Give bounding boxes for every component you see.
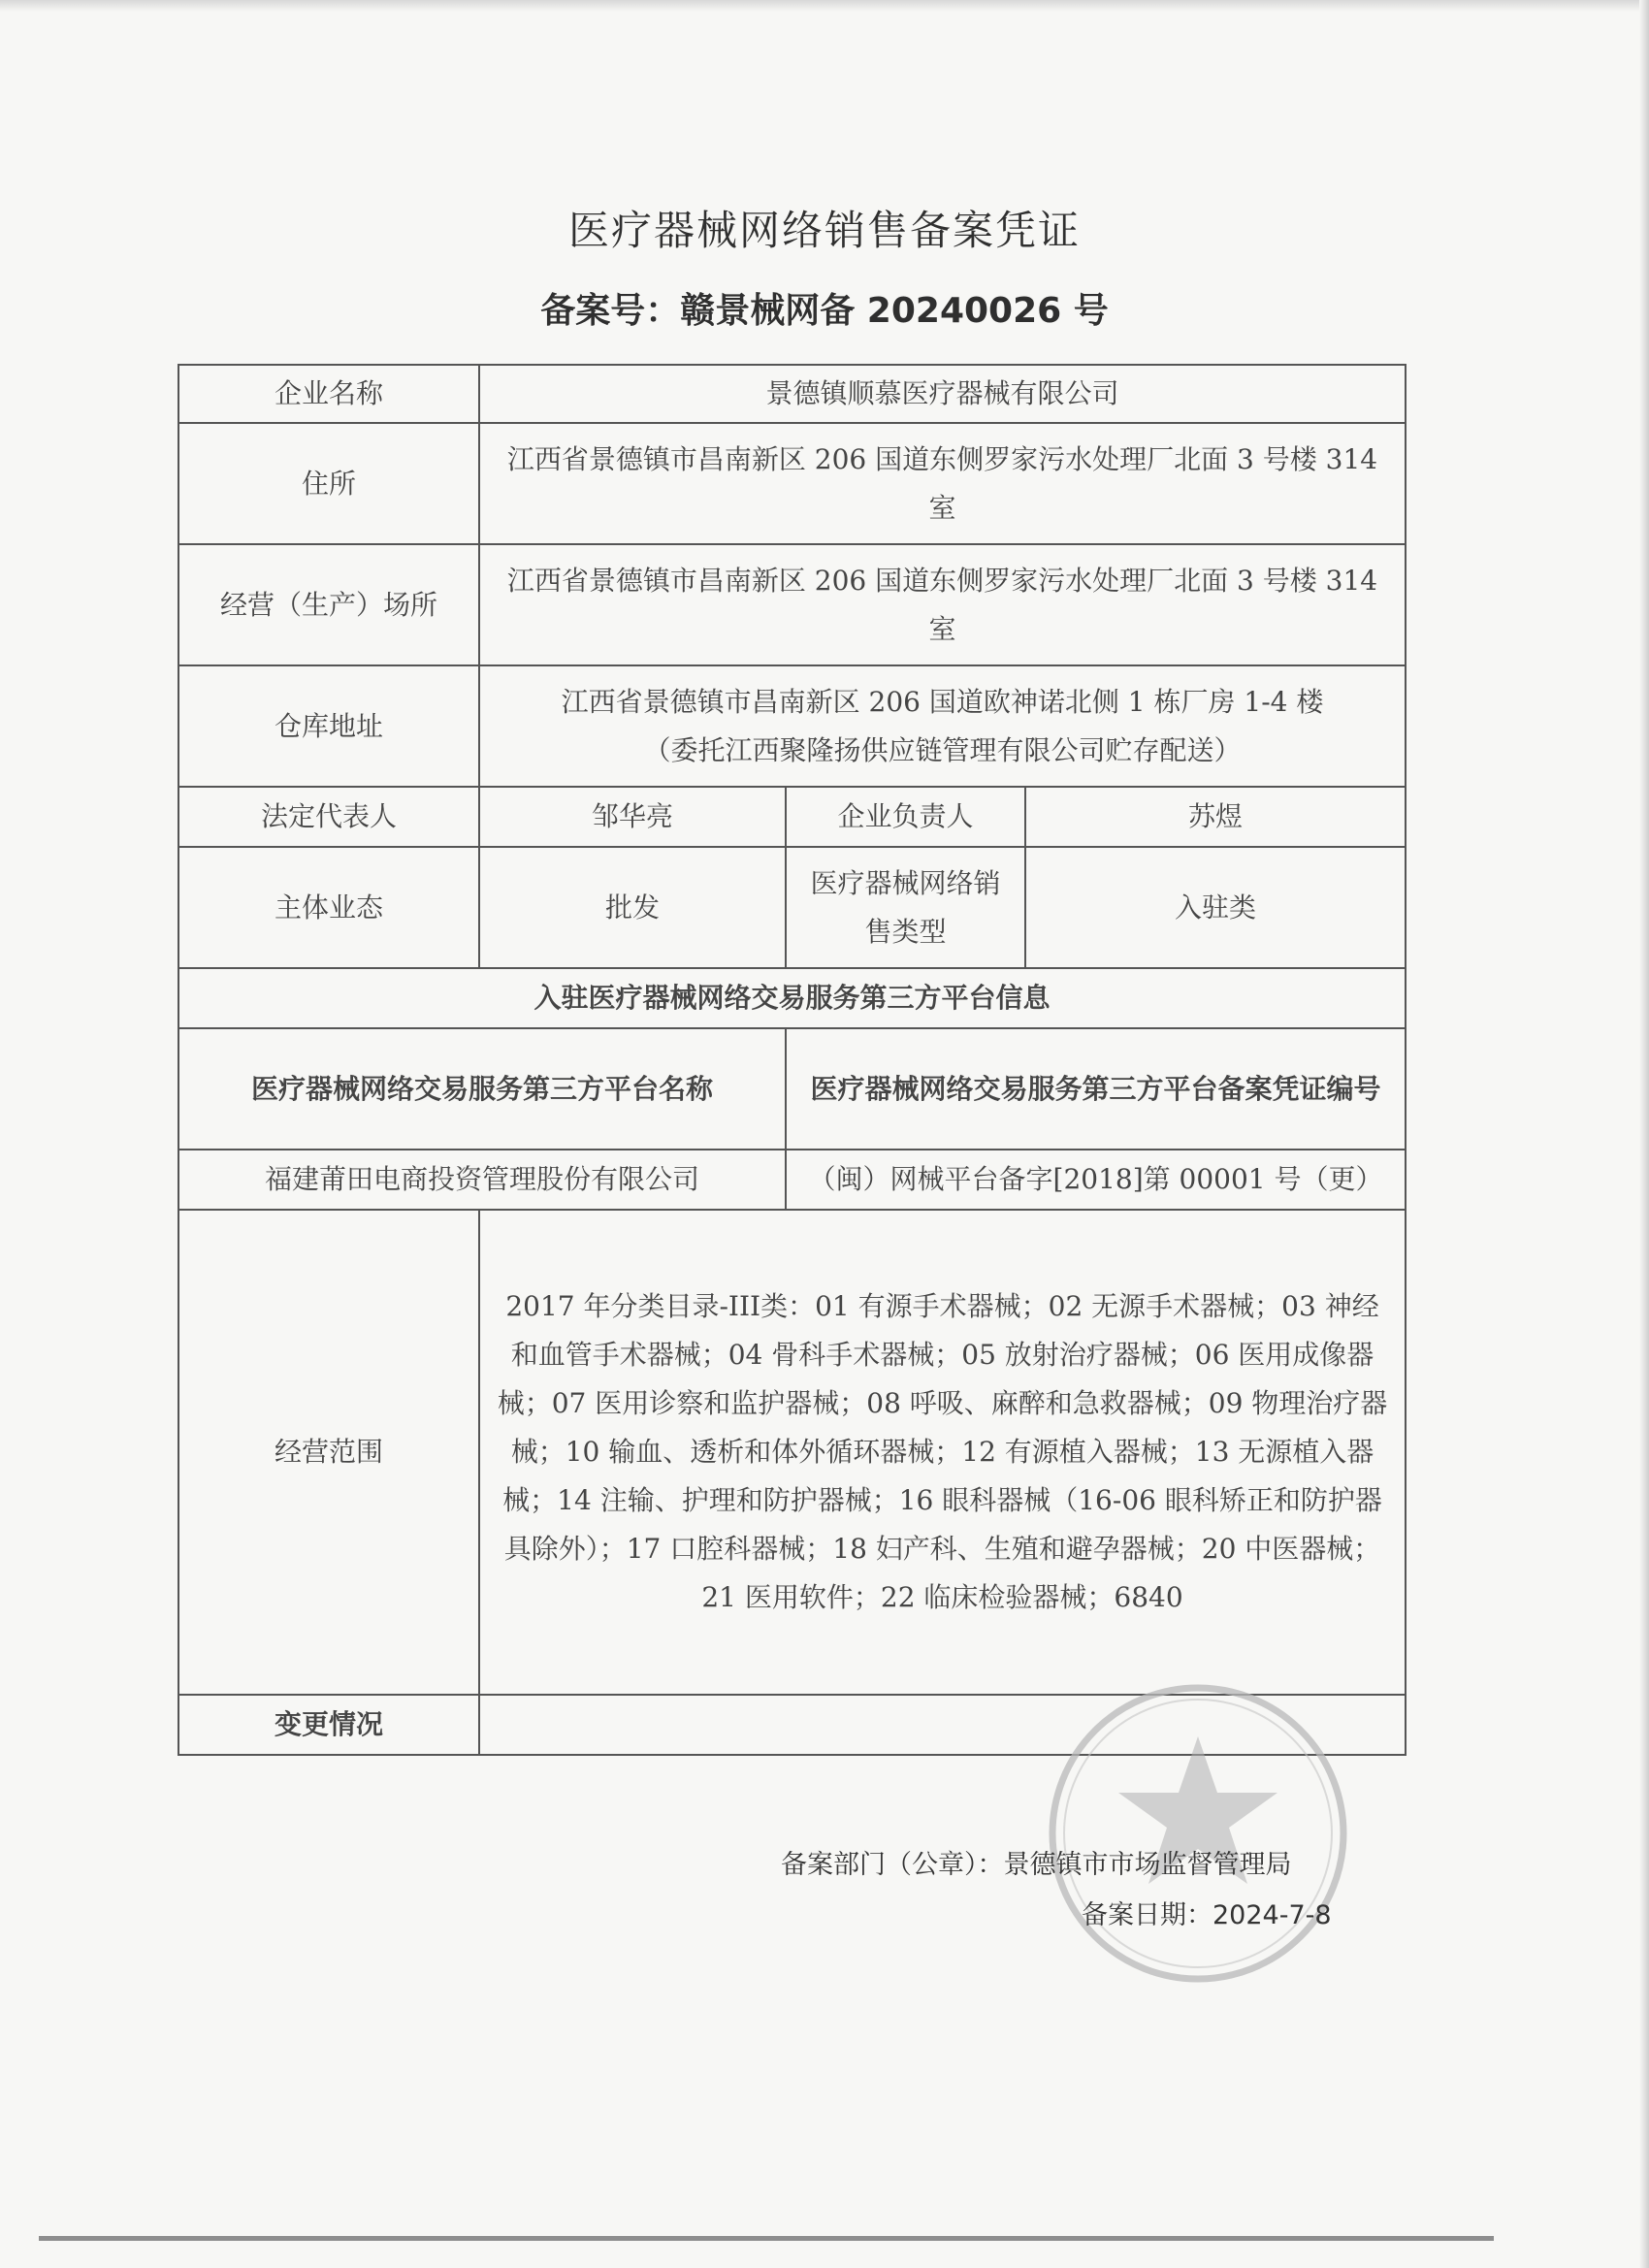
- row-address: [178, 423, 1406, 544]
- address-label: 住所: [178, 423, 479, 544]
- scope-value: 2017 年分类目录-III类：01 有源手术器械；02 无源手术器械；03 神经和血管手术器械；04 骨科手术器械；05 放射治疗器械；06 医用成像器械；07 医用诊察和监护器械；08 呼吸、麻醉和急救器械；09 物理治疗器械；10 输血、透析和体外循环器械；12 有源植入器械；13 无源植入器械；14 注输、护理和防护器械；16 眼科器械（16-06 眼科矫正和防护器具除外）；17 口腔科器械；18 妇产科、生殖和避孕器械；20 中医器械；21 医用软件；22 临床检验器械；6840: [479, 1210, 1406, 1695]
- row-platform-values: [178, 1150, 1406, 1210]
- premises-value: 江西省景德镇市昌南新区 206 国道东侧罗家污水处理厂北面 3 号楼 314 室: [479, 544, 1406, 665]
- scan-top-edge: [0, 0, 1649, 12]
- address-value: 江西省景德镇市昌南新区 206 国道东侧罗家污水处理厂北面 3 号楼 314 室: [479, 423, 1406, 544]
- premises-label: 经营（生产）场所: [178, 544, 479, 665]
- row-scope: [178, 1210, 1406, 1695]
- record-number: 备案号：赣景械网备 20240026 号: [540, 291, 1109, 331]
- row-premises: [178, 544, 1406, 665]
- legal-rep-value: 邹华亮: [479, 787, 786, 847]
- company-name-label: 企业名称: [178, 365, 479, 423]
- row-company-name: [178, 365, 1406, 423]
- business-form-value: 批发: [479, 847, 786, 968]
- platform-cert-value: （闽）网械平台备字[2018]第 00001 号（更）: [786, 1150, 1406, 1210]
- change-label: 变更情况: [178, 1695, 479, 1755]
- platform-name-value: 福建莆田电商投资管理股份有限公司: [178, 1150, 786, 1210]
- row-warehouse: [178, 665, 1406, 787]
- platform-section-title: 入驻医疗器械网络交易服务第三方平台信息: [178, 968, 1406, 1028]
- responsible-value: 苏煜: [1025, 787, 1406, 847]
- warehouse-value: [479, 665, 1406, 787]
- row-platform-section: [178, 968, 1406, 1028]
- company-name-value: 景德镇顺慕医疗器械有限公司: [479, 365, 1406, 423]
- scan-bottom-edge: [39, 2236, 1494, 2241]
- sales-type-value: 入驻类: [1025, 847, 1406, 968]
- platform-cert-header: 医疗器械网络交易服务第三方平台备案凭证编号: [786, 1028, 1406, 1150]
- warehouse-address-line: 江西省景德镇市昌南新区 206 国道欧神诺北侧 1 栋厂房 1-4 楼: [561, 685, 1324, 718]
- scope-label: 经营范围: [178, 1210, 479, 1695]
- responsible-label: 企业负责人: [786, 787, 1025, 847]
- filing-date: 备案日期：2024-7-8: [1082, 1900, 1332, 1930]
- document-title: 医疗器械网络销售备案凭证: [567, 207, 1081, 254]
- warehouse-label: 仓库地址: [178, 665, 479, 787]
- platform-name-header: 医疗器械网络交易服务第三方平台名称: [178, 1028, 786, 1150]
- scan-right-edge: [1639, 0, 1649, 2268]
- business-form-label: 主体业态: [178, 847, 479, 968]
- filing-department: 备案部门（公章）：景德镇市市场监督管理局: [781, 1850, 1292, 1880]
- row-representatives: [178, 787, 1406, 847]
- sales-type-label: 医疗器械网络销售类型: [786, 847, 1025, 968]
- row-platform-headers: [178, 1028, 1406, 1150]
- legal-rep-label: 法定代表人: [178, 787, 479, 847]
- official-seal: [1043, 1678, 1353, 1989]
- row-business-form: [178, 847, 1406, 968]
- warehouse-note-line: （委托江西聚隆扬供应链管理有限公司贮存配送）: [643, 733, 1242, 766]
- certificate-table: [178, 364, 1406, 1756]
